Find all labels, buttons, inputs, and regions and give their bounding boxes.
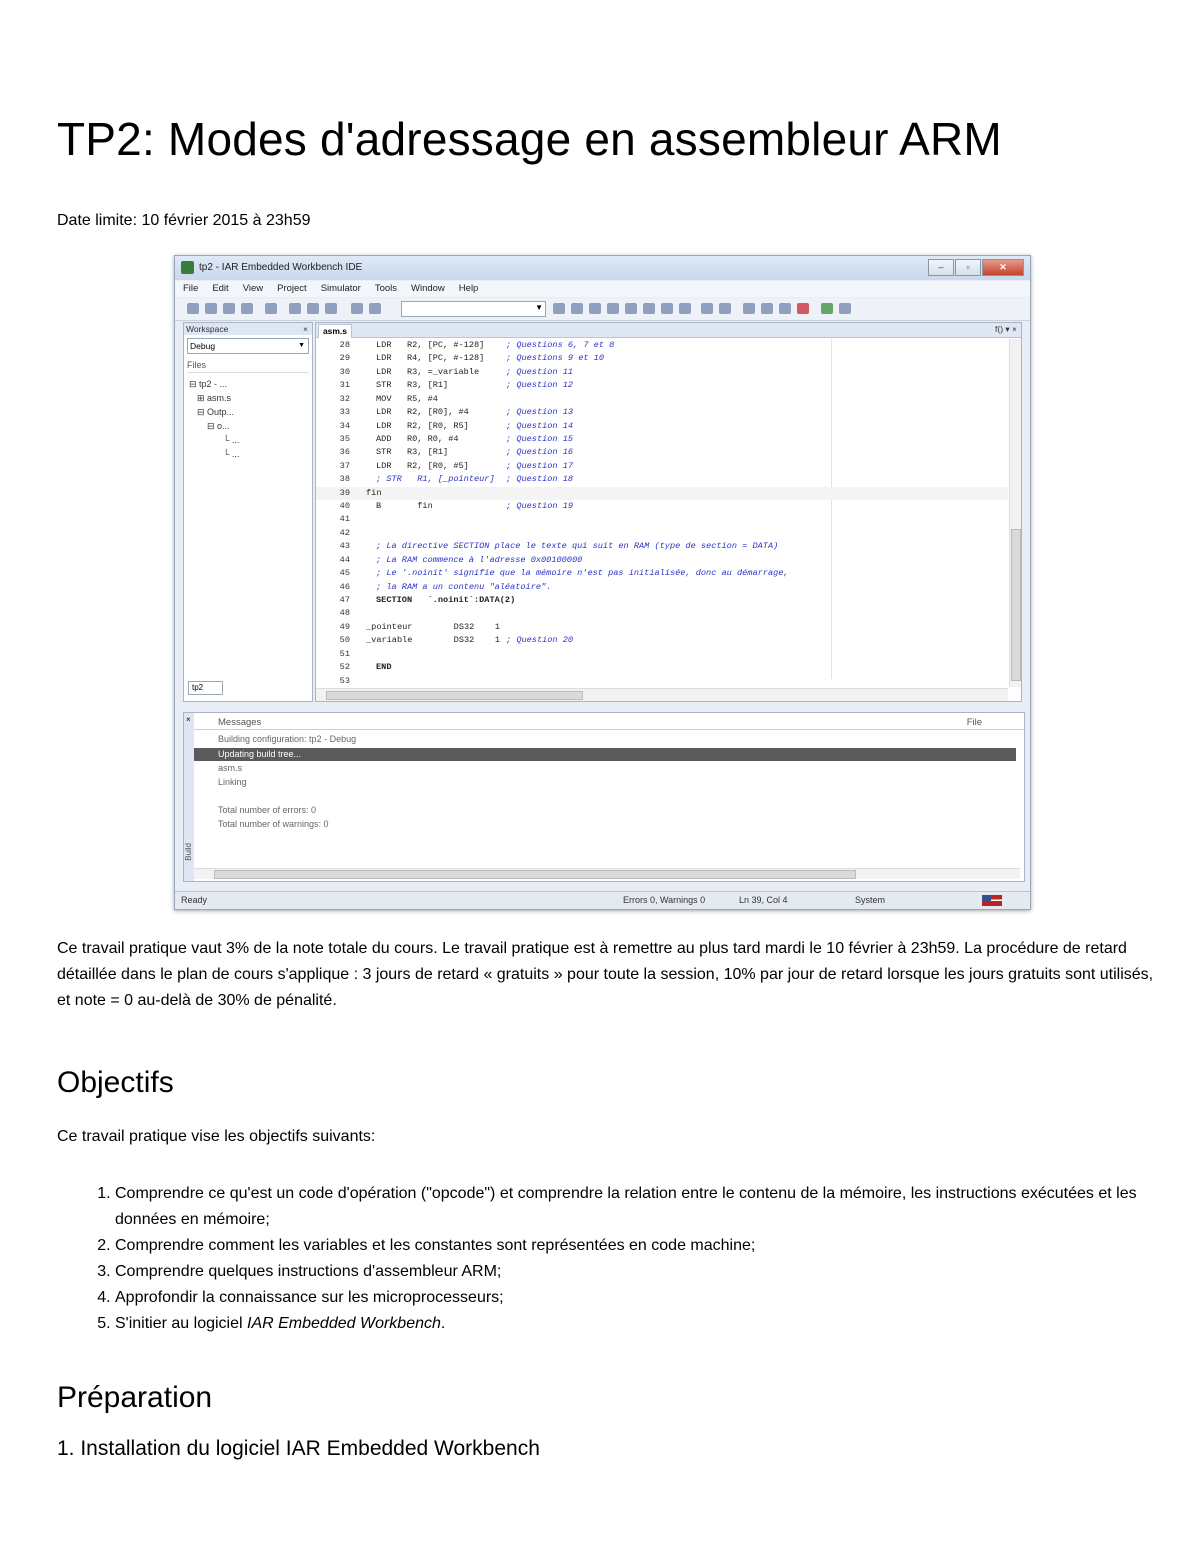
rebuild-icon bbox=[761, 303, 773, 314]
code-line bbox=[316, 540, 1008, 553]
code-line bbox=[316, 648, 1008, 661]
list-item: 1. Comprendre ce qu'est un code d'opération ("opcode") et comprendre la relation entre le contenu de la mémoire, les instructions exécutées et les données en mémoire; bbox=[115, 1181, 1195, 1233]
code-line bbox=[316, 567, 1008, 580]
code-line bbox=[316, 661, 1008, 674]
ide-window-title: tp2 - IAR Embedded Workbench IDE bbox=[199, 262, 363, 273]
code-text: _pointeur DS32 1 bbox=[366, 621, 501, 632]
ide-menubar bbox=[175, 281, 1030, 297]
code-line bbox=[316, 581, 1008, 594]
code-lines bbox=[316, 339, 1008, 687]
code-text: LDR R2, [R0, #5] bbox=[376, 460, 469, 471]
minimize-icon: – bbox=[928, 259, 954, 276]
line-number: 47 bbox=[339, 595, 350, 606]
menu-window: Window bbox=[411, 283, 445, 294]
navigate-icon bbox=[625, 303, 637, 314]
undo-icon bbox=[351, 303, 363, 314]
code-comment: ; Questions 6, 7 et 8 bbox=[506, 340, 615, 350]
line-number: 32 bbox=[339, 393, 350, 404]
preparation-heading: Préparation bbox=[57, 1381, 213, 1414]
code-text: fin bbox=[366, 487, 382, 498]
code-line bbox=[316, 607, 1008, 620]
workspace-header: Workspace bbox=[186, 324, 229, 334]
message-line: asm.s bbox=[218, 763, 243, 773]
back-icon bbox=[661, 303, 673, 314]
objectifs-heading: Objectifs bbox=[57, 1066, 174, 1099]
config-select: Debug ▼ bbox=[187, 338, 309, 354]
download-debug-icon bbox=[821, 303, 833, 314]
copy-icon bbox=[307, 303, 319, 314]
tree-item: └ ... bbox=[223, 449, 240, 459]
code-comment: ; Question 19 bbox=[506, 501, 574, 512]
code-line bbox=[316, 634, 1008, 647]
status-ready: Ready bbox=[181, 895, 208, 905]
code-line bbox=[316, 446, 1008, 459]
messages-column-header: Messages bbox=[218, 717, 262, 728]
code-line bbox=[316, 366, 1008, 379]
line-number: 52 bbox=[339, 662, 350, 673]
tree-item: ⊟ o... bbox=[207, 421, 230, 431]
menu-simulator: Simulator bbox=[320, 283, 361, 294]
code-line bbox=[316, 675, 1008, 687]
build-icon bbox=[743, 303, 755, 314]
tree-item: └ ... bbox=[223, 435, 240, 445]
line-number: 39 bbox=[339, 487, 350, 498]
code-line bbox=[316, 406, 1008, 419]
tree-item: ⊟ tp2 - ... bbox=[189, 379, 228, 389]
vertical-scrollbar bbox=[1009, 339, 1021, 687]
ide-titlebar bbox=[175, 256, 1030, 280]
code-line bbox=[316, 513, 1008, 526]
code-text: ; Le '.noinit' signifie que la mémoire n'est pas initialisée, donc au démarrage, bbox=[376, 568, 789, 579]
line-number: 38 bbox=[339, 474, 350, 485]
code-comment: ; Question 20 bbox=[506, 635, 574, 646]
message-line: Linking bbox=[218, 777, 247, 787]
workspace-panel bbox=[183, 322, 313, 702]
line-number: 53 bbox=[339, 675, 350, 686]
file-column-header: File bbox=[966, 717, 982, 728]
workspace-tab: tp2 bbox=[188, 681, 223, 695]
clean-icon bbox=[779, 303, 791, 314]
line-number: 31 bbox=[339, 380, 350, 391]
find-icon bbox=[553, 303, 565, 314]
line-number: 28 bbox=[339, 340, 350, 350]
code-text: STR R3, [R1] bbox=[376, 380, 449, 391]
code-text: _variable DS32 1 bbox=[366, 635, 501, 646]
line-number: 42 bbox=[339, 527, 350, 538]
compile-icon bbox=[701, 303, 713, 314]
debug-no-download-icon bbox=[839, 303, 851, 314]
flag-icon bbox=[982, 895, 1002, 906]
redo-icon bbox=[369, 303, 381, 314]
open-icon bbox=[205, 303, 217, 314]
line-number: 44 bbox=[339, 554, 350, 565]
code-text: ; la RAM a un contenu "aléatoire". bbox=[376, 581, 552, 592]
objectifs-intro: Ce travail pratique vise les objectifs suivants: bbox=[57, 1128, 376, 1145]
close-icon: ✕ bbox=[982, 259, 1024, 276]
build-side-label: Build bbox=[184, 843, 193, 861]
line-number: 37 bbox=[339, 460, 350, 471]
line-number: 33 bbox=[339, 407, 350, 418]
code-text: STR R3, [R1] bbox=[376, 447, 449, 458]
status-errors: Errors 0, Warnings 0 bbox=[623, 895, 706, 905]
line-number: 34 bbox=[339, 420, 350, 431]
ide-screenshot bbox=[174, 255, 1031, 910]
menu-edit: Edit bbox=[212, 283, 229, 294]
chevron-down-icon: ▼ bbox=[298, 342, 305, 349]
file-tree bbox=[189, 377, 312, 461]
list-item: 4. Approfondir la connaissance sur les microprocesseurs; bbox=[115, 1285, 1195, 1311]
code-comment: ; Questions 9 et 10 bbox=[506, 353, 604, 364]
code-line bbox=[316, 393, 1008, 406]
status-bar bbox=[175, 891, 1030, 909]
code-comment: ; Question 11 bbox=[506, 366, 574, 377]
forward-icon bbox=[643, 303, 655, 314]
code-text: LDR R2, [R0], #4 bbox=[376, 407, 469, 418]
menu-tools: Tools bbox=[374, 283, 397, 294]
code-comment: ; Question 15 bbox=[506, 433, 574, 444]
code-line bbox=[316, 554, 1008, 567]
editor-tab: asm.s bbox=[318, 324, 352, 338]
bookmark-icon bbox=[607, 303, 619, 314]
code-comment: ; Question 12 bbox=[506, 380, 574, 391]
code-line bbox=[316, 473, 1008, 486]
message-line: Total number of warnings: 0 bbox=[218, 819, 329, 829]
debug-icon bbox=[679, 303, 691, 314]
preparation-step-1: 1. Installation du logiciel IAR Embedded Workbench bbox=[57, 1437, 540, 1460]
goto-icon bbox=[589, 303, 601, 314]
save-icon bbox=[223, 303, 235, 314]
toolbar-search-combo: ▼ bbox=[401, 301, 546, 317]
menu-help: Help bbox=[458, 283, 479, 294]
maximize-icon: ▫ bbox=[955, 259, 981, 276]
line-number: 45 bbox=[339, 568, 350, 579]
software-name: IAR Embedded Workbench bbox=[247, 1315, 441, 1332]
message-line: Building configuration: tp2 - Debug bbox=[218, 734, 357, 744]
status-system: System bbox=[855, 895, 886, 905]
code-text: LDR R4, [PC, #-128] bbox=[376, 353, 485, 364]
list-item: 5. S'initier au logiciel IAR Embedded Workbench. bbox=[115, 1311, 1195, 1337]
tree-item: ⊞ asm.s bbox=[197, 393, 232, 403]
code-editor bbox=[315, 322, 1022, 702]
line-number: 43 bbox=[339, 541, 350, 552]
line-number: 41 bbox=[339, 514, 350, 525]
code-line bbox=[316, 433, 1008, 446]
line-number: 30 bbox=[339, 366, 350, 377]
close-icon: × bbox=[186, 715, 191, 724]
line-number: 51 bbox=[339, 648, 350, 659]
close-icon: × bbox=[303, 324, 308, 334]
code-line bbox=[316, 339, 1008, 352]
code-line bbox=[316, 460, 1008, 473]
code-text: LDR R2, [PC, #-128] bbox=[376, 340, 485, 350]
tree-item: ⊟ Outp... bbox=[197, 407, 235, 417]
code-text: MOV R5, #4 bbox=[376, 393, 438, 404]
code-text: LDR R3, =_variable bbox=[376, 366, 480, 377]
message-line: Total number of errors: 0 bbox=[218, 805, 317, 815]
code-comment: ; Question 13 bbox=[506, 407, 574, 418]
message-line-selected: Updating build tree... bbox=[194, 748, 1016, 761]
code-line bbox=[316, 420, 1008, 433]
code-line bbox=[316, 487, 1008, 500]
list-item: 3. Comprendre quelques instructions d'assembleur ARM; bbox=[115, 1259, 1195, 1285]
line-number: 29 bbox=[339, 353, 350, 364]
new-file-icon bbox=[187, 303, 199, 314]
code-text: ; La directive SECTION place le texte qui suit en RAM (type de section = DATA) bbox=[376, 541, 779, 552]
paste-icon bbox=[325, 303, 337, 314]
line-number: 48 bbox=[339, 608, 350, 619]
line-number: 46 bbox=[339, 581, 350, 592]
menu-view: View bbox=[242, 283, 264, 294]
save-all-icon bbox=[241, 303, 253, 314]
code-text: ; La RAM commence à l'adresse 0x00100000 bbox=[376, 554, 583, 565]
app-icon bbox=[181, 261, 194, 274]
horizontal-scrollbar bbox=[316, 688, 1008, 701]
code-line bbox=[316, 594, 1008, 607]
line-number: 36 bbox=[339, 447, 350, 458]
list-item: 2. Comprendre comment les variables et les constantes sont représentées en code machine; bbox=[115, 1233, 1195, 1259]
code-comment: ; Question 14 bbox=[506, 420, 574, 431]
menu-file: File bbox=[183, 283, 199, 294]
code-comment: ; Question 18 bbox=[506, 474, 574, 485]
code-text: END bbox=[376, 662, 392, 673]
code-line bbox=[316, 379, 1008, 392]
page-title: TP2: Modes d'adressage en assembleur ARM bbox=[57, 113, 1002, 165]
build-messages-panel bbox=[183, 712, 1025, 882]
make-icon bbox=[719, 303, 731, 314]
print-icon bbox=[265, 303, 277, 314]
code-comment: ; Question 17 bbox=[506, 460, 574, 471]
deadline: Date limite: 10 février 2015 à 23h59 bbox=[57, 212, 311, 229]
line-number: 50 bbox=[339, 635, 350, 646]
code-line bbox=[316, 527, 1008, 540]
intro-paragraph: Ce travail pratique vaut 3% de la note totale du cours. Le travail pratique est à remettre au plus tard mardi le 10 février à 23h59. La procédure de retard détaillée dans le plan de cours s'applique : 3 jours de retard « gratuits » pour toute la session, 10% par jour de retard lorsque les jours gratuits sont utilisés, et note = 0 au-delà de 30% de pénalité. bbox=[57, 940, 1154, 1009]
ide-toolbar bbox=[175, 298, 1030, 321]
code-text: ; STR R1, [_pointeur] bbox=[376, 474, 495, 485]
line-number: 35 bbox=[339, 433, 350, 444]
editor-controls-icon: f() ▾ × bbox=[995, 324, 1017, 334]
code-comment: ; Question 16 bbox=[506, 447, 574, 458]
status-position: Ln 39, Col 4 bbox=[739, 895, 788, 905]
code-line bbox=[316, 500, 1008, 513]
stop-icon bbox=[797, 303, 809, 314]
code-text: LDR R2, [R0, R5] bbox=[376, 420, 469, 431]
code-text: ADD R0, R0, #4 bbox=[376, 433, 459, 444]
code-text: SECTION `.noinit`:DATA(2) bbox=[376, 595, 516, 606]
code-text: B fin bbox=[376, 501, 433, 512]
objectifs-list bbox=[57, 1181, 1195, 1337]
code-line bbox=[316, 621, 1008, 634]
menu-project: Project bbox=[277, 283, 307, 294]
line-number: 49 bbox=[339, 621, 350, 632]
find-next-icon bbox=[571, 303, 583, 314]
files-label: Files bbox=[187, 360, 309, 373]
cut-icon bbox=[289, 303, 301, 314]
line-number: 40 bbox=[339, 501, 350, 512]
code-line bbox=[316, 352, 1008, 365]
